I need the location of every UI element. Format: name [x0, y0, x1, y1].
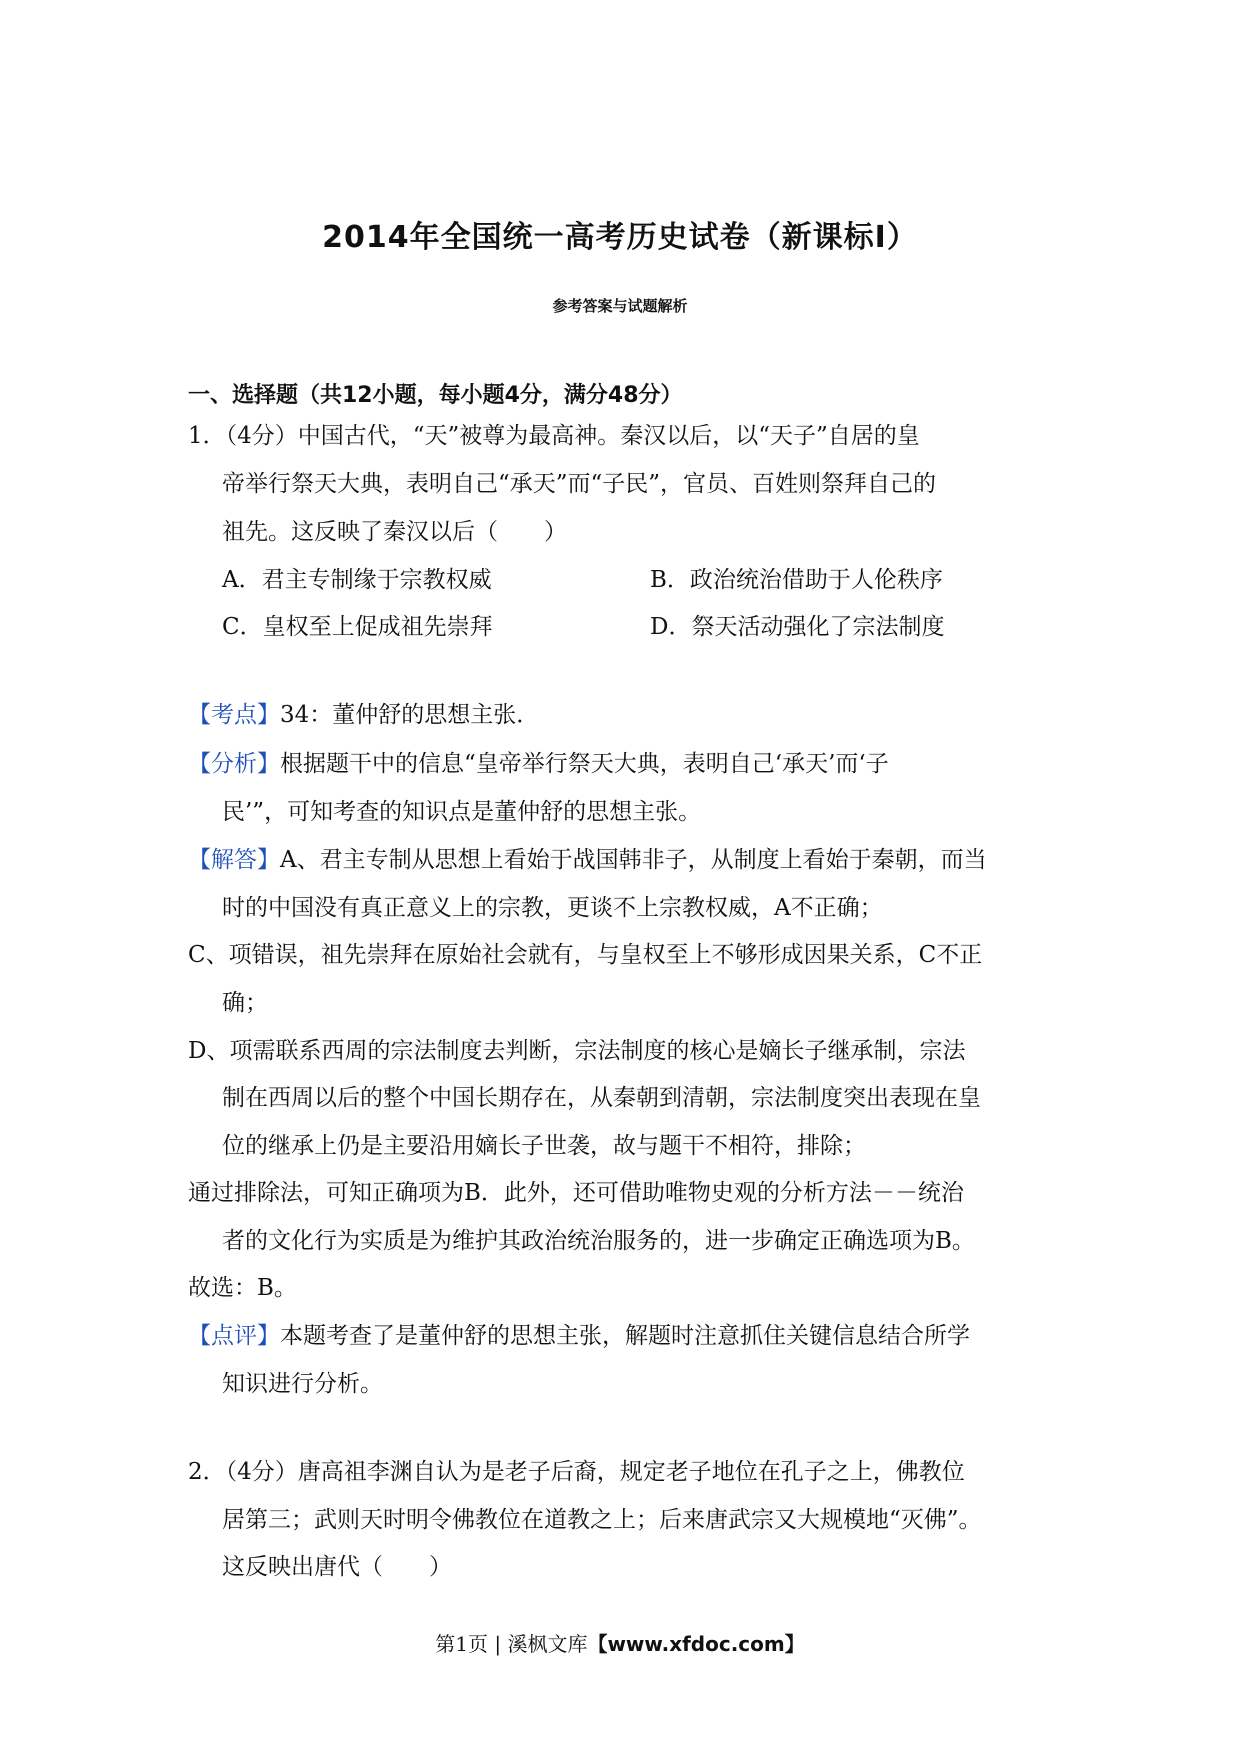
page-footer — [0, 1628, 1240, 1657]
kaodian-text: 34：董仲舒的思想主张． — [280, 702, 540, 728]
kaodian-tag: 【考点】 — [188, 702, 280, 728]
q1-stem-line: 1．（4分）中国古代，“天”被尊为最高神。秦汉以后，以“天子”自居的皇 — [188, 423, 920, 449]
q1-option-b: B．政治统治借助于人伦秩序 — [650, 567, 943, 593]
q1-jieda — [188, 845, 987, 875]
dianping-tag: 【点评】 — [188, 1323, 280, 1349]
q1-kaodian — [188, 700, 539, 730]
q1-jieda-line: 制在西周以后的整个中国长期存在，从秦朝到清朝，宗法制度突出表现在皇 — [222, 1085, 981, 1111]
q1-jieda-line: 位的继承上仍是主要沿用嫡长子世袭，故与题干不相符，排除； — [222, 1133, 866, 1159]
q1-option-d: D．祭天活动强化了宗法制度 — [650, 614, 945, 640]
section-heading: 一、选择题（共12小题，每小题4分，满分48分） — [188, 383, 683, 408]
page-subtitle: 参考答案与试题解析 — [552, 297, 688, 315]
q1-fenxi-line: 民’”，可知考查的知识点是董仲舒的思想主张。 — [222, 799, 702, 825]
q1-jieda-line: 故选：B。 — [188, 1275, 297, 1301]
q1-jieda-line: D、项需联系西周的宗法制度去判断，宗法制度的核心是嫡长子继承制，宗法 — [188, 1038, 966, 1064]
q1-dianping — [188, 1321, 970, 1351]
footer-site-name: 溪枫文库 — [507, 1632, 588, 1656]
q1-jieda-line: C、项错误，祖先崇拜在原始社会就有，与皇权至上不够形成因果关系，C不正 — [188, 942, 983, 968]
jieda-text: A、君主专制从思想上看始于战国韩非子，从制度上看始于秦朝，而当 — [280, 847, 987, 873]
q1-jieda-line: 通过排除法，可知正确项为B．此外，还可借助唯物史观的分析方法－－统治 — [188, 1180, 964, 1206]
footer-site-url[interactable]: 【www.xfdoc.com】 — [587, 1632, 805, 1656]
footer-separator: | — [494, 1632, 502, 1656]
q1-option-c: C．皇权至上促成祖先崇拜 — [222, 614, 493, 640]
q1-option-a: A．君主专制缘于宗教权威 — [222, 567, 492, 593]
q1-jieda-line: 确； — [222, 990, 268, 1016]
q1-stem-line: 祖先。这反映了秦汉以后（ ） — [222, 519, 567, 545]
q2-stem-line: 这反映出唐代（ ） — [222, 1554, 452, 1580]
fenxi-tag: 【分析】 — [188, 751, 280, 777]
q1-jieda-line: 时的中国没有真正意义上的宗教，更谈不上宗教权威，A不正确； — [222, 895, 883, 921]
page-title: 2014年全国统一高考历史试卷（新课标Ⅰ） — [322, 220, 918, 255]
q2-stem-line: 居第三；武则天时明令佛教位在道教之上；后来唐武宗又大规模地“灭佛”。 — [222, 1507, 982, 1533]
fenxi-text: 根据题干中的信息“皇帝举行祭天大典，表明自己‘承天’而‘子 — [280, 751, 889, 777]
q2-stem-line: 2．（4分）唐高祖李渊自认为是老子后裔，规定老子地位在孔子之上，佛教位 — [188, 1459, 965, 1485]
q1-fenxi — [188, 749, 889, 779]
footer-page-number: 第1页 — [435, 1632, 488, 1656]
q1-jieda-line: 者的文化行为实质是为维护其政治统治服务的，进一步确定正确选项为B。 — [222, 1228, 975, 1254]
jieda-tag: 【解答】 — [188, 847, 280, 873]
q1-dianping-line: 知识进行分析。 — [222, 1371, 383, 1397]
dianping-text: 本题考查了是董仲舒的思想主张，解题时注意抓住关键信息结合所学 — [280, 1323, 970, 1349]
q1-stem-line: 帝举行祭天大典，表明自己“承天”而“子民”，官员、百姓则祭拜自己的 — [222, 471, 937, 497]
